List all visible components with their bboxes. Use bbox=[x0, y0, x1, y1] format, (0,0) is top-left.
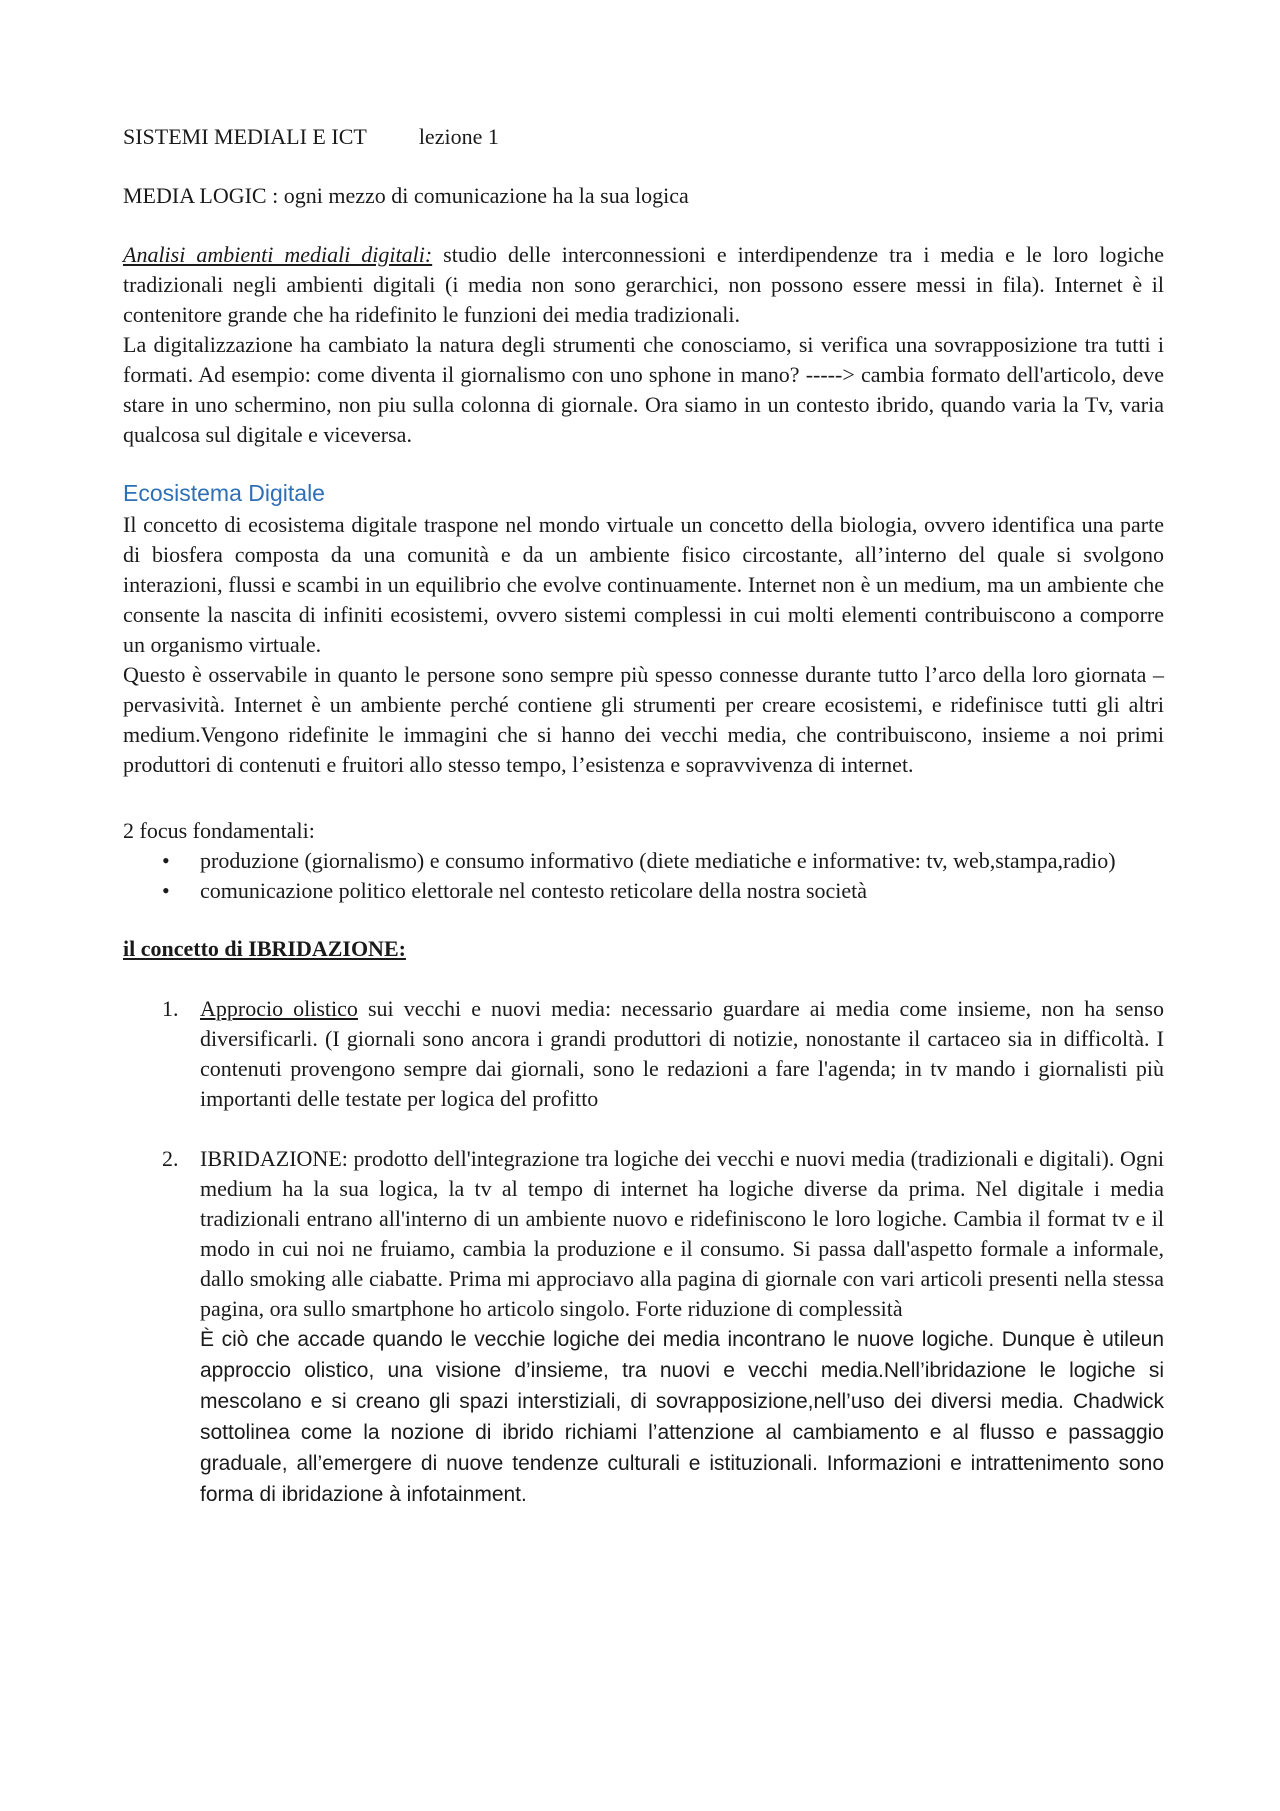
list-item bbox=[162, 994, 1164, 1114]
digitalizzazione-paragraph: La digitalizzazione ha cambiato la natura degli strumenti che conosciamo, si verifica una sovrapposizione tra tutti i formati. Ad esempio: come diventa il giornalismo con uno sphone in mano? -----> cambia formato dell'articolo, deve stare in uno schermino, non piu sulla colonna di giornale. Ora siamo in un contesto ibrido, quando varia la Tv, varia qualcosa sul digitale e viceversa. bbox=[123, 332, 1164, 447]
ibridazione-sans-text: È ciò che accade quando le vecchie logiche dei media incontrano le nuove logiche. Dunque è utileun approccio olistico, una visione d’insieme, tra nuovi e vecchi media.Nell’ibridazione le logiche si mescolano e si creano gli spazi interstiziali, di sovrapposizione,nell’uso dei diversi media. Chadwick sottolinea come la nozione di ibrido richiami l’attenzione al cambiamento e al flusso e passaggio graduale, all’emergere di nuove tendenze culturali e istituzionali. Informazioni e intrattenimento sono forma di ibridazione à infotainment. bbox=[200, 1328, 1164, 1506]
ibridazione-list bbox=[123, 994, 1164, 1510]
item-number: 2. bbox=[162, 1146, 179, 1171]
olistico-label: Approcio olistico bbox=[200, 996, 358, 1021]
list-item: • comunicazione politico elettorale nel contesto reticolare della nostra società bbox=[200, 876, 1164, 906]
analisi-label: Analisi ambienti mediali digitali: bbox=[123, 242, 433, 267]
focus-list bbox=[123, 846, 1164, 906]
ibridazione-title: il concetto di IBRIDAZIONE: bbox=[123, 936, 406, 961]
ecosistema-paragraph-1: Il concetto di ecosistema digitale traspone nel mondo virtuale un concetto della biologia, ovvero identifica una parte di biosfera composta da una comunità e da un ambiente fisico circostante, all’interno del quale si svolgono interazioni, flussi e scambi in un equilibrio che evolve continuamente. Internet non è un medium, ma un ambiente che consente la nascita di infiniti ecosistemi, ovvero sistemi complessi in cui molti elementi contribuiscono a comporre un organismo virtuale. bbox=[123, 512, 1164, 657]
analisi-text: studio delle interconnessioni e interdipendenze tra i media e le loro logiche tradizionali negli ambienti digitali (i media non sono gerarchici, non possono essere messi in fila). Internet è il contenitore grande che ha ridefinito le funzioni dei media tradizionali. bbox=[123, 242, 1164, 327]
media-logic-line: MEDIA LOGIC : ogni mezzo di comunicazione ha la sua logica bbox=[123, 183, 689, 208]
list-item: • produzione (giornalismo) e consumo informativo (diete mediatiche e informative: tv, web,stampa,radio) bbox=[200, 846, 1164, 876]
ecosistema-heading: Ecosistema Digitale bbox=[123, 480, 325, 506]
document-header bbox=[123, 122, 1164, 152]
item-number: 1. bbox=[162, 996, 179, 1021]
ecosistema-paragraph-2: Questo è osservabile in quanto le persone sono sempre più spesso connesse durante tutto l’arco della loro giornata – pervasività. Internet è un ambiente perché contiene gli strumenti per creare ecosistemi, e ridefinisce tutti gli altri medium.Vengono ridefinite le immagini che si hanno dei vecchi media, che contribuiscono, insieme a noi primi produttori di contenuti e fruitori allo stesso tempo, l’esistenza e sopravvivenza di internet. bbox=[123, 662, 1164, 777]
course-title: SISTEMI MEDIALI E ICT bbox=[123, 124, 367, 149]
ibridazione-text: IBRIDAZIONE: prodotto dell'integrazione tra logiche dei vecchi e nuovi media (tradizionali e digitali). Ogni medium ha la sua logica, la tv al tempo di internet ha logiche diverse da prima. Nel digitale i media tradizionali entrano all'interno di un ambiente nuovo e ridefiniscono le loro logiche. Cambia il format tv e il modo in cui noi ne fruiamo, cambia la produzione e il consumo. Si passa dall'aspetto formale a informale, dallo smoking alle ciabatte. Prima mi approciavo alla pagina di giornale con vari articoli presenti nella stessa pagina, ora sullo smartphone ho articolo singolo. Forte riduzione di complessità bbox=[200, 1146, 1164, 1321]
list-item bbox=[162, 1144, 1164, 1510]
lesson-label: lezione 1 bbox=[418, 124, 499, 149]
olistico-text: sui vecchi e nuovi media: necessario guardare ai media come insieme, non ha senso diversificarli. (I giornali sono ancora i grandi produttori di notizie, nonostante il cartaceo sia in difficoltà. I contenuti provengono sempre dai giornali, sono le redazioni a fare l'agenda; in tv mando i giornalisti più importanti delle testate per logica del profitto bbox=[200, 996, 1164, 1111]
focus-title: 2 focus fondamentali: bbox=[123, 818, 315, 843]
analisi-paragraph bbox=[123, 240, 1164, 330]
